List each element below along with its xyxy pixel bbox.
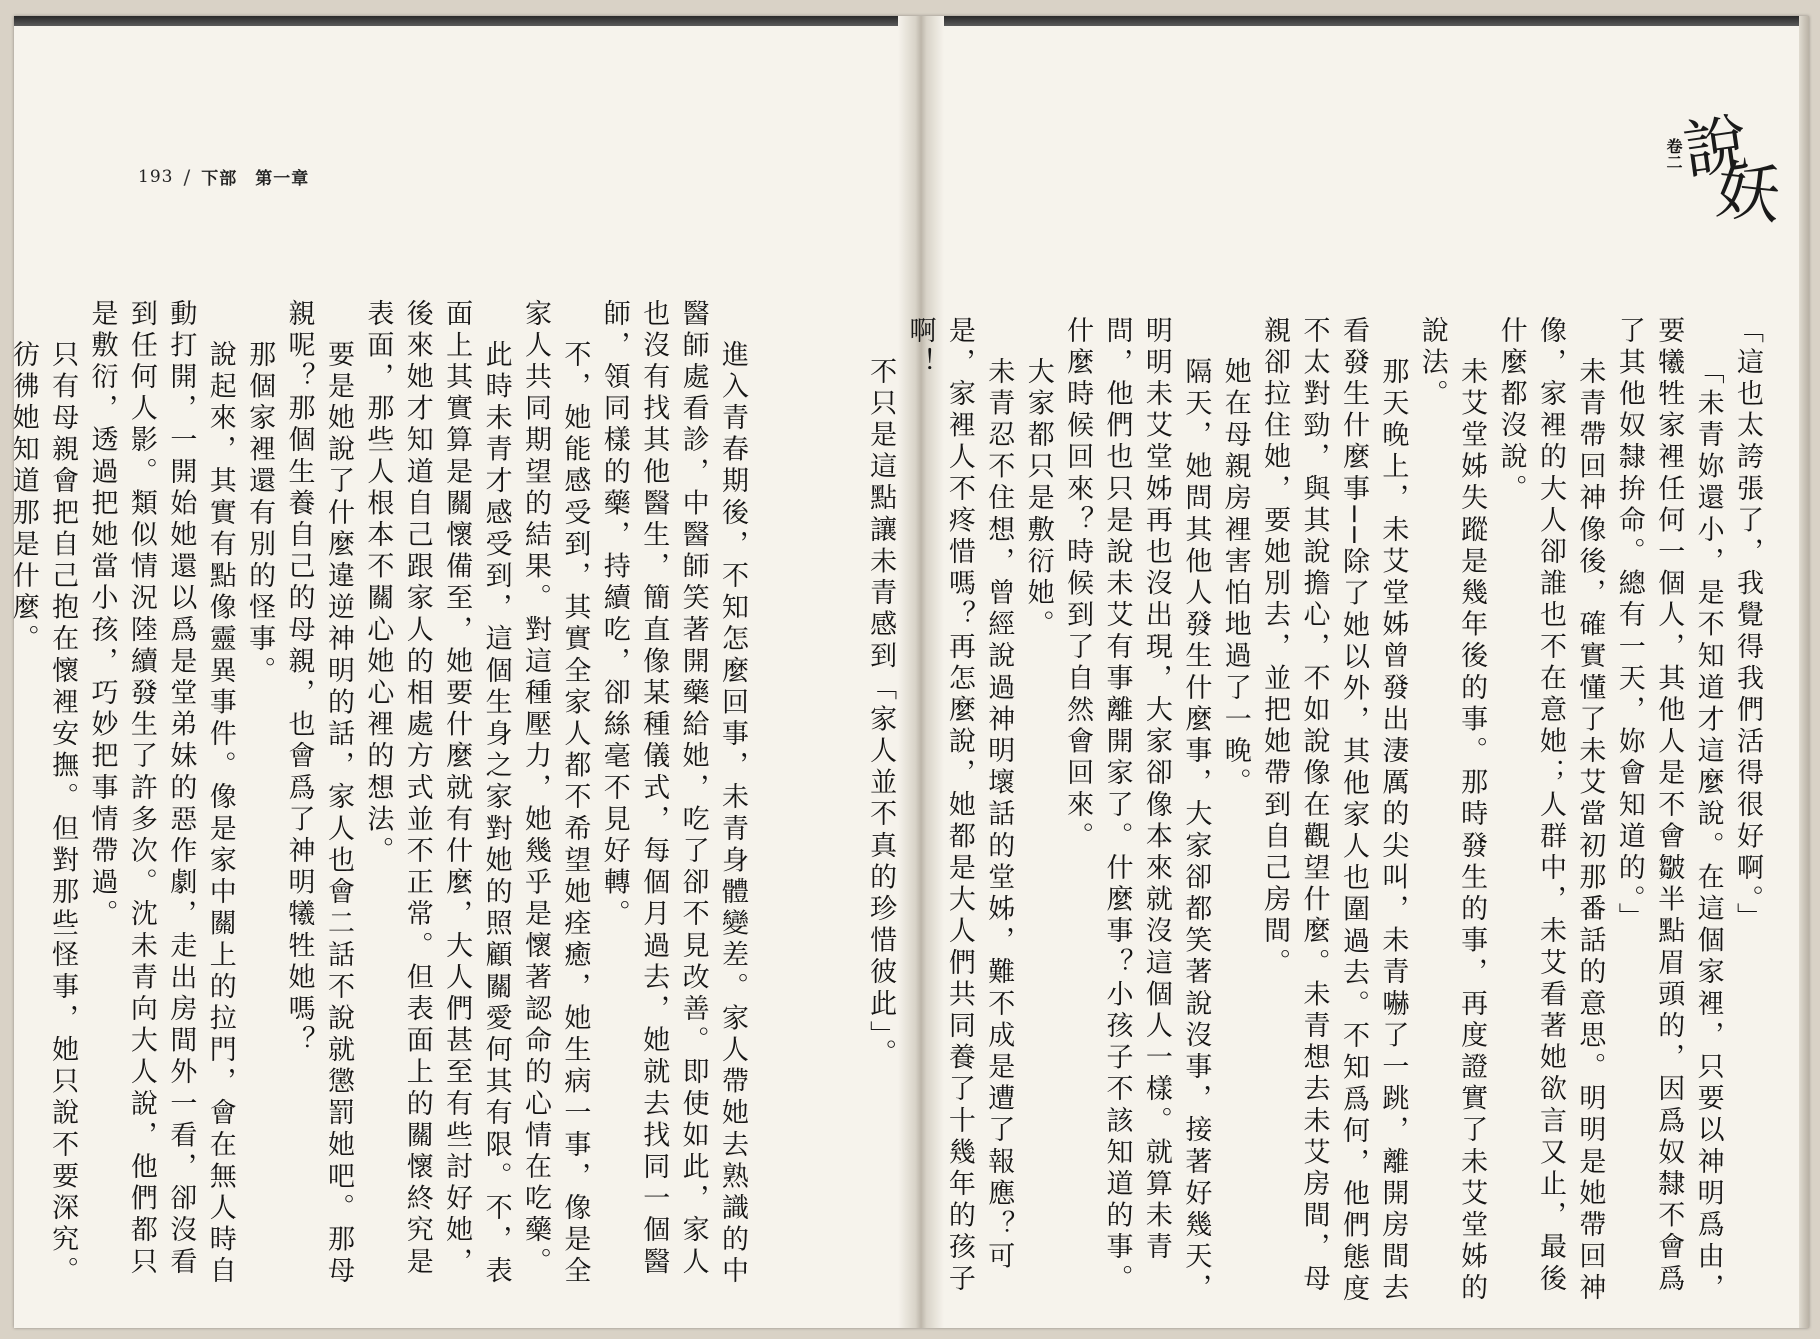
right-page bbox=[865, 16, 1809, 1328]
paragraph: 不，她能感受到，其實全家人都不希望她痊癒，她生病一事，像是全家人共同期望的結果。對這種壓力，她幾乎是懷著認命的心情在吃藥。 bbox=[519, 299, 591, 1288]
paragraph: 只有母親會把自己抱在懷裡安撫。但對那些怪事，她只說不要深究。 bbox=[47, 339, 79, 1288]
logo-char-shuo: 說 bbox=[1679, 106, 1753, 190]
paragraph: 說起來，其實有點像靈異事件。像是家中關上的拉門，會在無人時自動打開，一開始她還以爲是堂弟妹的惡作劇，走出房間外一看，卻沒看到任何人影。類似情況陸續發生了許多次。沈未青向大人說，他們都只是敷衍，透過把她當小孩，巧妙把事情帶過。 bbox=[86, 299, 236, 1288]
paragraph: 進入青春期後，不知怎麼回事，未青身體變差。家人帶她去熟識的中醫師處看診，中醫師笑著開藥給她，吃了卻不見改善。即使如此，家人也沒有找其他醫生，簡直像某種儀式，每個月過去，她就去找同一個醫師，領同樣的藥，持續吃，卻絲毫不見好轉。 bbox=[598, 299, 748, 1288]
left-page bbox=[7, 16, 898, 1328]
paragraph: 那天晚上，未艾堂姊曾發出淒厲的尖叫，未青嚇了一跳，離開房間去看發生什麼事──除了她以外，其他家人也圍過去。不知爲何，他們態度不太對勁，與其說擔心，不如說像在觀望什麼。未青想去未艾房間，母親卻拉住她，要她別去，並把她帶到自己房間。 bbox=[1259, 316, 1409, 1306]
paragraph bbox=[0, 299, 3, 1309]
paragraph: 她在母親房裡害怕地過了一晚。 bbox=[1219, 356, 1251, 799]
paragraph: 未青忍不住想，曾經說過神明壞話的堂姊，難不成是遭了報應？可是，家裡人不疼惜嗎？再怎麼說，她都是大人們共同養了十幾年的孩子啊！ bbox=[904, 316, 1015, 1296]
book-title-logo bbox=[1656, 106, 1796, 235]
left-body-text bbox=[7, 299, 752, 1309]
logo-char-yao: 妖 bbox=[1712, 153, 1784, 235]
paragraph: 大家都只是敷衍她。 bbox=[1022, 356, 1054, 641]
book-spread bbox=[7, 16, 1809, 1328]
paragraph: 彷彿她知道那是什麼。 bbox=[7, 339, 39, 656]
paragraph: 不只是這點讓未青感到「家人並不真的珍惜彼此」。 bbox=[865, 356, 897, 1070]
right-body-text bbox=[865, 316, 1767, 1316]
part-label: 下部 bbox=[201, 169, 238, 189]
running-header bbox=[138, 164, 309, 189]
paragraph: 「未青妳還小，是不知道才這麼說。在這個家裡，只要以神明爲由，要犧牲家裡任何一個人，其他人是不會皺半點眉頭的，因爲奴隸不會爲了其他奴隸拚命。總有一天，妳會知道的。」 bbox=[1613, 316, 1724, 1305]
paragraph: 此時未青才感受到，這個生身之家對她的照顧關愛何其有限。不，表面上其實算是關懷備至，她要什麼就有什麼，大人們甚至有些討好她，後來她才知道自己跟家人的相處方式並不正常。但表面上的關懷終究是表面，那些人根本不關心她心裡的想法。 bbox=[362, 299, 512, 1288]
paragraph: 要是她說了什麼違逆神明的話，家人也會二話不說就懲罰她吧。那母親呢？那個生養自己的母親，也會爲了神明犧牲她嗎？ bbox=[283, 299, 354, 1288]
chapter-label: 第一章 bbox=[255, 169, 310, 189]
paragraph: 「這也太誇張了，我覺得我們活得很好啊。」 bbox=[1732, 316, 1763, 935]
volume-label: 卷二 bbox=[1664, 138, 1683, 170]
page-number: 193 bbox=[138, 166, 174, 187]
paragraph: 未青帶回神像後，確實懂了未艾當初那番話的意思。明明是她帶回神像，家裡的大人卻誰也不在意她；人群中，未艾看著她欲言又止，最後什麼都沒說。 bbox=[1495, 316, 1606, 1305]
header-separator: / bbox=[183, 164, 192, 189]
paragraph: 那個家裡還有別的怪事。 bbox=[244, 339, 276, 688]
paragraph: 未艾堂姊失蹤是幾年後的事。那時發生的事，再度證實了未艾堂姊的說法。 bbox=[1416, 316, 1488, 1305]
paragraph: 隔天，她問其他人發生什麼事，大家卻都笑著說沒事，接著好幾天，明明未艾堂姊再也沒出現，大家卻像本來就沒這個人一樣。就算未青問，他們也只是說未艾有事離開家了。什麼事？小孩子不該知道的事。什麼時候回來？時候到了自然會回來。 bbox=[1062, 316, 1212, 1305]
